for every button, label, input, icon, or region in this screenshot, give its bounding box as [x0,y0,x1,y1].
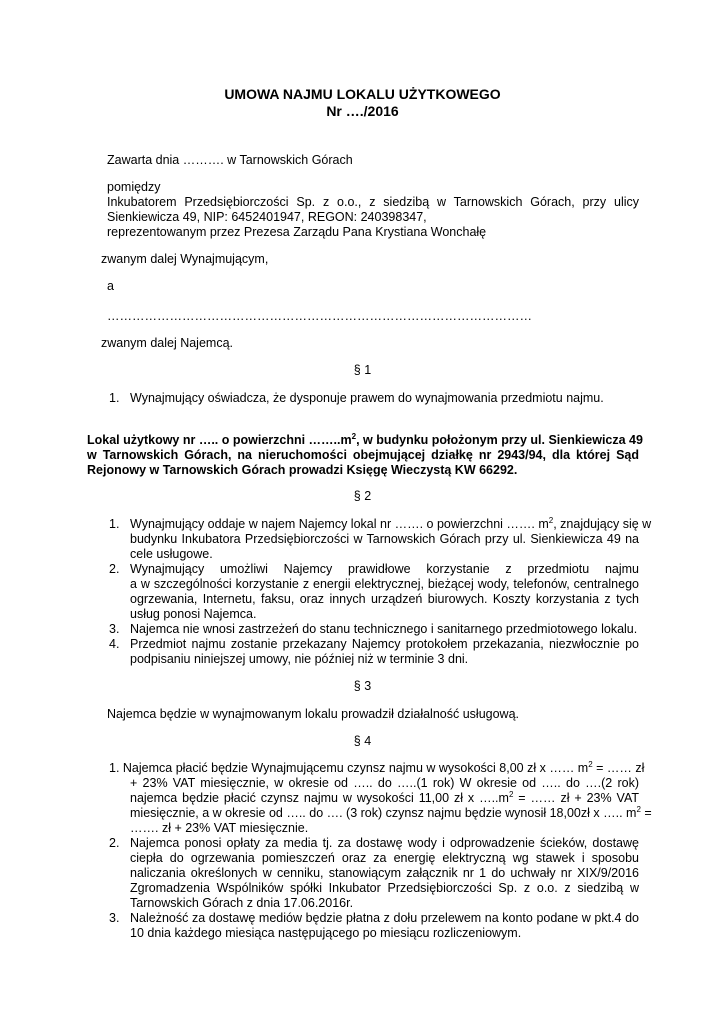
list-item: a w szczególności korzystanie z energii elektrycznej, bieżącej wody, telefonów, centralnego [130,577,639,591]
list-item [109,760,645,776]
list-item-text: najemca będzie płacić czynsz najmu w wysokości 11,00 zł x $\dots..m^2$ = …… zł + 23% VAT [130,790,639,805]
list-item [130,791,639,806]
tenant-blank-line: ………………………………………………………………………………………… [107,309,532,323]
list-item-text: Wynajmujący oddaje w najem Najemcy lokal nr ……. o powierzchni ……. $m^2$, znajdujący się w [130,516,652,531]
section-3-heading: § 3 [353,679,372,693]
contract-title: UMOWA NAJMU LOKALU UŻYTKOWEGO [224,86,501,102]
list-item [130,805,652,821]
list-number: 4. [109,637,120,651]
party1-line: Sienkiewicza 49, NIP: 6452401947, REGON: 240398347, [107,210,427,224]
list-item: Najemca nie wnosi zastrzeżeń do stanu technicznego i sanitarnego przedmiotowego lokalu. [130,622,638,636]
premises-description: Rejonowy w Tarnowskich Górach prowadzi Księgę Wieczystą KW 66292. [87,463,518,477]
party1-line: Inkubatorem Przedsiębiorczości Sp. z o.o., z siedzibą w Tarnowskich Górach, przy ulicy [107,195,639,209]
list-item: usług ponosi Najemca. [130,607,257,621]
premises-text: Lokal użytkowy nr ….. o powierzchni $\dots\dots..m^2$, w budynku położonym przy ul. Sienkiewicza 49 [87,432,643,447]
list-item: Najemca ponosi opłaty za media tj. za dostawę wody i odprowadzenie ścieków, dostawę [130,836,639,850]
list-item: ……. zł + 23% VAT miesięcznie. [130,821,309,835]
list-number: 1. [109,517,120,531]
tenant-label: zwanym dalej Najemcą. [101,336,233,350]
premises-description: w Tarnowskich Górach, na nieruchomości obejmującej działkę nr 2943/94, dla której Sąd [87,448,639,462]
paragraph: Najemca będzie w wynajmowanym lokalu prowadził działalność usługową. [107,707,519,721]
list-item-text: miesięcznie, a w okresie od ….. do …. (3 rok) czynsz najmu będzie wynosił 18,00zł x ….. $m^2$ = [130,805,652,820]
list-item: budynku Inkubatora Przedsiębiorczości w Tarnowskich Górach przy ul. Sienkiewicza 49 na [130,532,639,546]
list-number: 2. [109,836,120,850]
section-2-heading: § 2 [353,489,372,503]
list-number: 1. [109,391,120,405]
list-number: 2. [109,562,120,576]
list-item: cele usługowe. [130,547,213,561]
list-item: Tarnowskich Górach z dnia 17.06.2016r. [130,896,354,910]
party1-line: reprezentowanym przez Prezesa Zarządu Pana Krystiana Wonchałę [107,225,487,239]
premises-description [87,432,643,448]
contract-number: Nr …./2016 [326,103,399,119]
list-item: ogrzewania, Internetu, faksu, oraz innych urządzeń biurowych. Koszty korzystania z tych [130,592,639,606]
list-item [130,516,652,532]
list-item: Zgromadzenia Wspólników spółki Inkubator Przedsiębiorczości Sp. z o.o. z siedzibą w [130,881,639,895]
list-item: Przedmiot najmu zostanie przekazany Najemcy protokołem przekazania, niezwłocznie po [130,637,639,651]
and-label: a [107,279,114,293]
list-item: Należność za dostawę mediów będzie płatna z dołu przelewem na konto podane w pkt.4 do [130,911,639,925]
list-item: naliczania określonych w cenniku, stanowiącym załącznik nr 1 do uchwały nr XIX/9/2016 [130,866,639,880]
between-label: pomiędzy [107,180,161,194]
list-number: 3. [109,911,120,925]
concluded-date-line: Zawarta dnia ………. w Tarnowskich Górach [107,153,353,167]
list-item: ciepła do ogrzewania pomieszczeń oraz za energię elektryczną wg stawek i sposobu [130,851,639,865]
list-number: 3. [109,622,120,636]
list-item: Wynajmujący oświadcza, że dysponuje prawem do wynajmowania przedmiotu najmu. [130,391,604,405]
list-item: + 23% VAT miesięcznie, w okresie od ….. do …..(1 rok) W okresie od ….. do ….(2 rok) [130,776,639,790]
landlord-label: zwanym dalej Wynajmującym, [101,252,269,266]
list-item: podpisaniu niniejszej umowy, nie później niż w terminie 3 dni. [130,652,469,666]
section-1-heading: § 1 [353,363,372,377]
list-item: Wynajmujący umożliwi Najemcy prawidłowe korzystanie z przedmiotu najmu [130,562,639,576]
list-item-text: 1. Najemca płacić będzie Wynajmującemu czynsz najmu w wysokości 8,00 zł x …… $m^2$ = …… zł [109,760,645,775]
list-item: 10 dnia każdego miesiąca następującego po miesiącu rozliczeniowym. [130,926,522,940]
section-4-heading: § 4 [353,734,372,748]
